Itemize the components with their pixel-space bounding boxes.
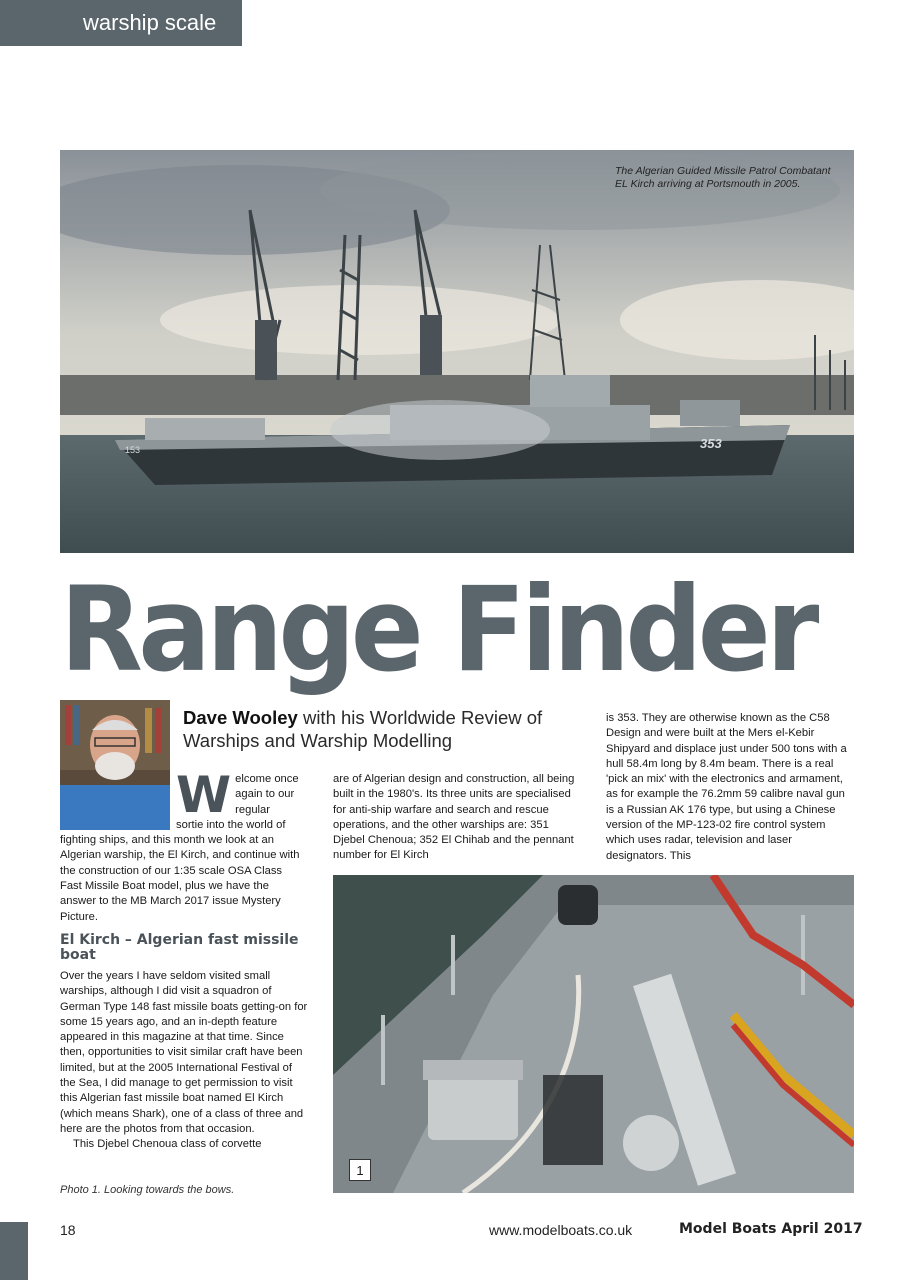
standfirst	[183, 706, 593, 752]
hero-caption: The Algerian Guided Missile Patrol Combatant EL Kirch arriving at Portsmouth in 2005.	[615, 165, 831, 190]
hull-bow-number: 353	[700, 436, 722, 451]
column-3: is 353. They are otherwise known as the C58 Design and were built at the Mers el-Kebir Shipyard and displace just under 500 tons with a hull 58.4m long by 8.4m beam. There is a real 'pick an mix' with the electronics and armament, as for example the 76.2mm 59 calibre naval gun is a Russian AK 176 type, but using a Chinese version of the MP-123-02 fire control system which uses radar, television and laser designators. This	[606, 712, 847, 862]
deck-photo	[333, 875, 854, 1193]
section-tab: warship scale	[0, 0, 242, 46]
column-1-paragraph-1: Over the years I have seldom visited small warships, although I did visit a squadron of German Type 148 fast missile boats getting-on for some 15 years ago, and an in-depth feature appeared in this magazine at that time. Since then, opportunities to visit similar craft have been limited, but at the 2005 International Festival of the Sea, I did manage to get permission to visit this Algerian fast missile boat named El Kirch (which means Shark), one of a class of three and here are the photos from that occasion.	[60, 970, 308, 1135]
footer-magazine: Model Boats April 2017	[679, 1221, 863, 1237]
subhead: El Kirch – Algerian fast missile boat	[60, 932, 299, 963]
intro-text: elcome once again to our regular sortie into the world of fighting ships, and this month we look at an Algerian warship, the El Kirch, and continue with the construction of our 1:35 scale OSA Class Fast Missile Boat model, plus we have the answer to the MB March 2017 issue Mystery Picture.	[60, 773, 300, 923]
photo-number: 1	[349, 1159, 371, 1181]
footer-url[interactable]: www.modelboats.co.uk	[489, 1222, 633, 1238]
column-2: are of Algerian design and construction, all being built in the 1980's. Its three units are specialised for anti-ship warfare and search and rescue operations, and the other warships are: 351 Djebel Chenoua; 352 El Chihab and the pennant number for El Kirch	[333, 773, 575, 862]
drop-cap: W	[176, 766, 232, 824]
footer-accent-bar	[0, 1222, 28, 1280]
hero-photo	[60, 150, 854, 553]
hull-stern-number: 153	[125, 445, 141, 455]
page-number: 18	[60, 1222, 76, 1238]
column-1-paragraph-2: This Djebel Chenoua class of corvette	[73, 1138, 262, 1151]
headline: Range Finder	[60, 561, 815, 698]
photo-caption: Photo 1. Looking towards the bows.	[60, 1184, 235, 1196]
standfirst-author: Dave Wooley	[183, 707, 298, 728]
standfirst-text: with his Worldwide Review of Warships and Warship Modelling	[183, 707, 543, 751]
column-1-body	[60, 969, 310, 1153]
column-1-intro	[60, 766, 300, 925]
